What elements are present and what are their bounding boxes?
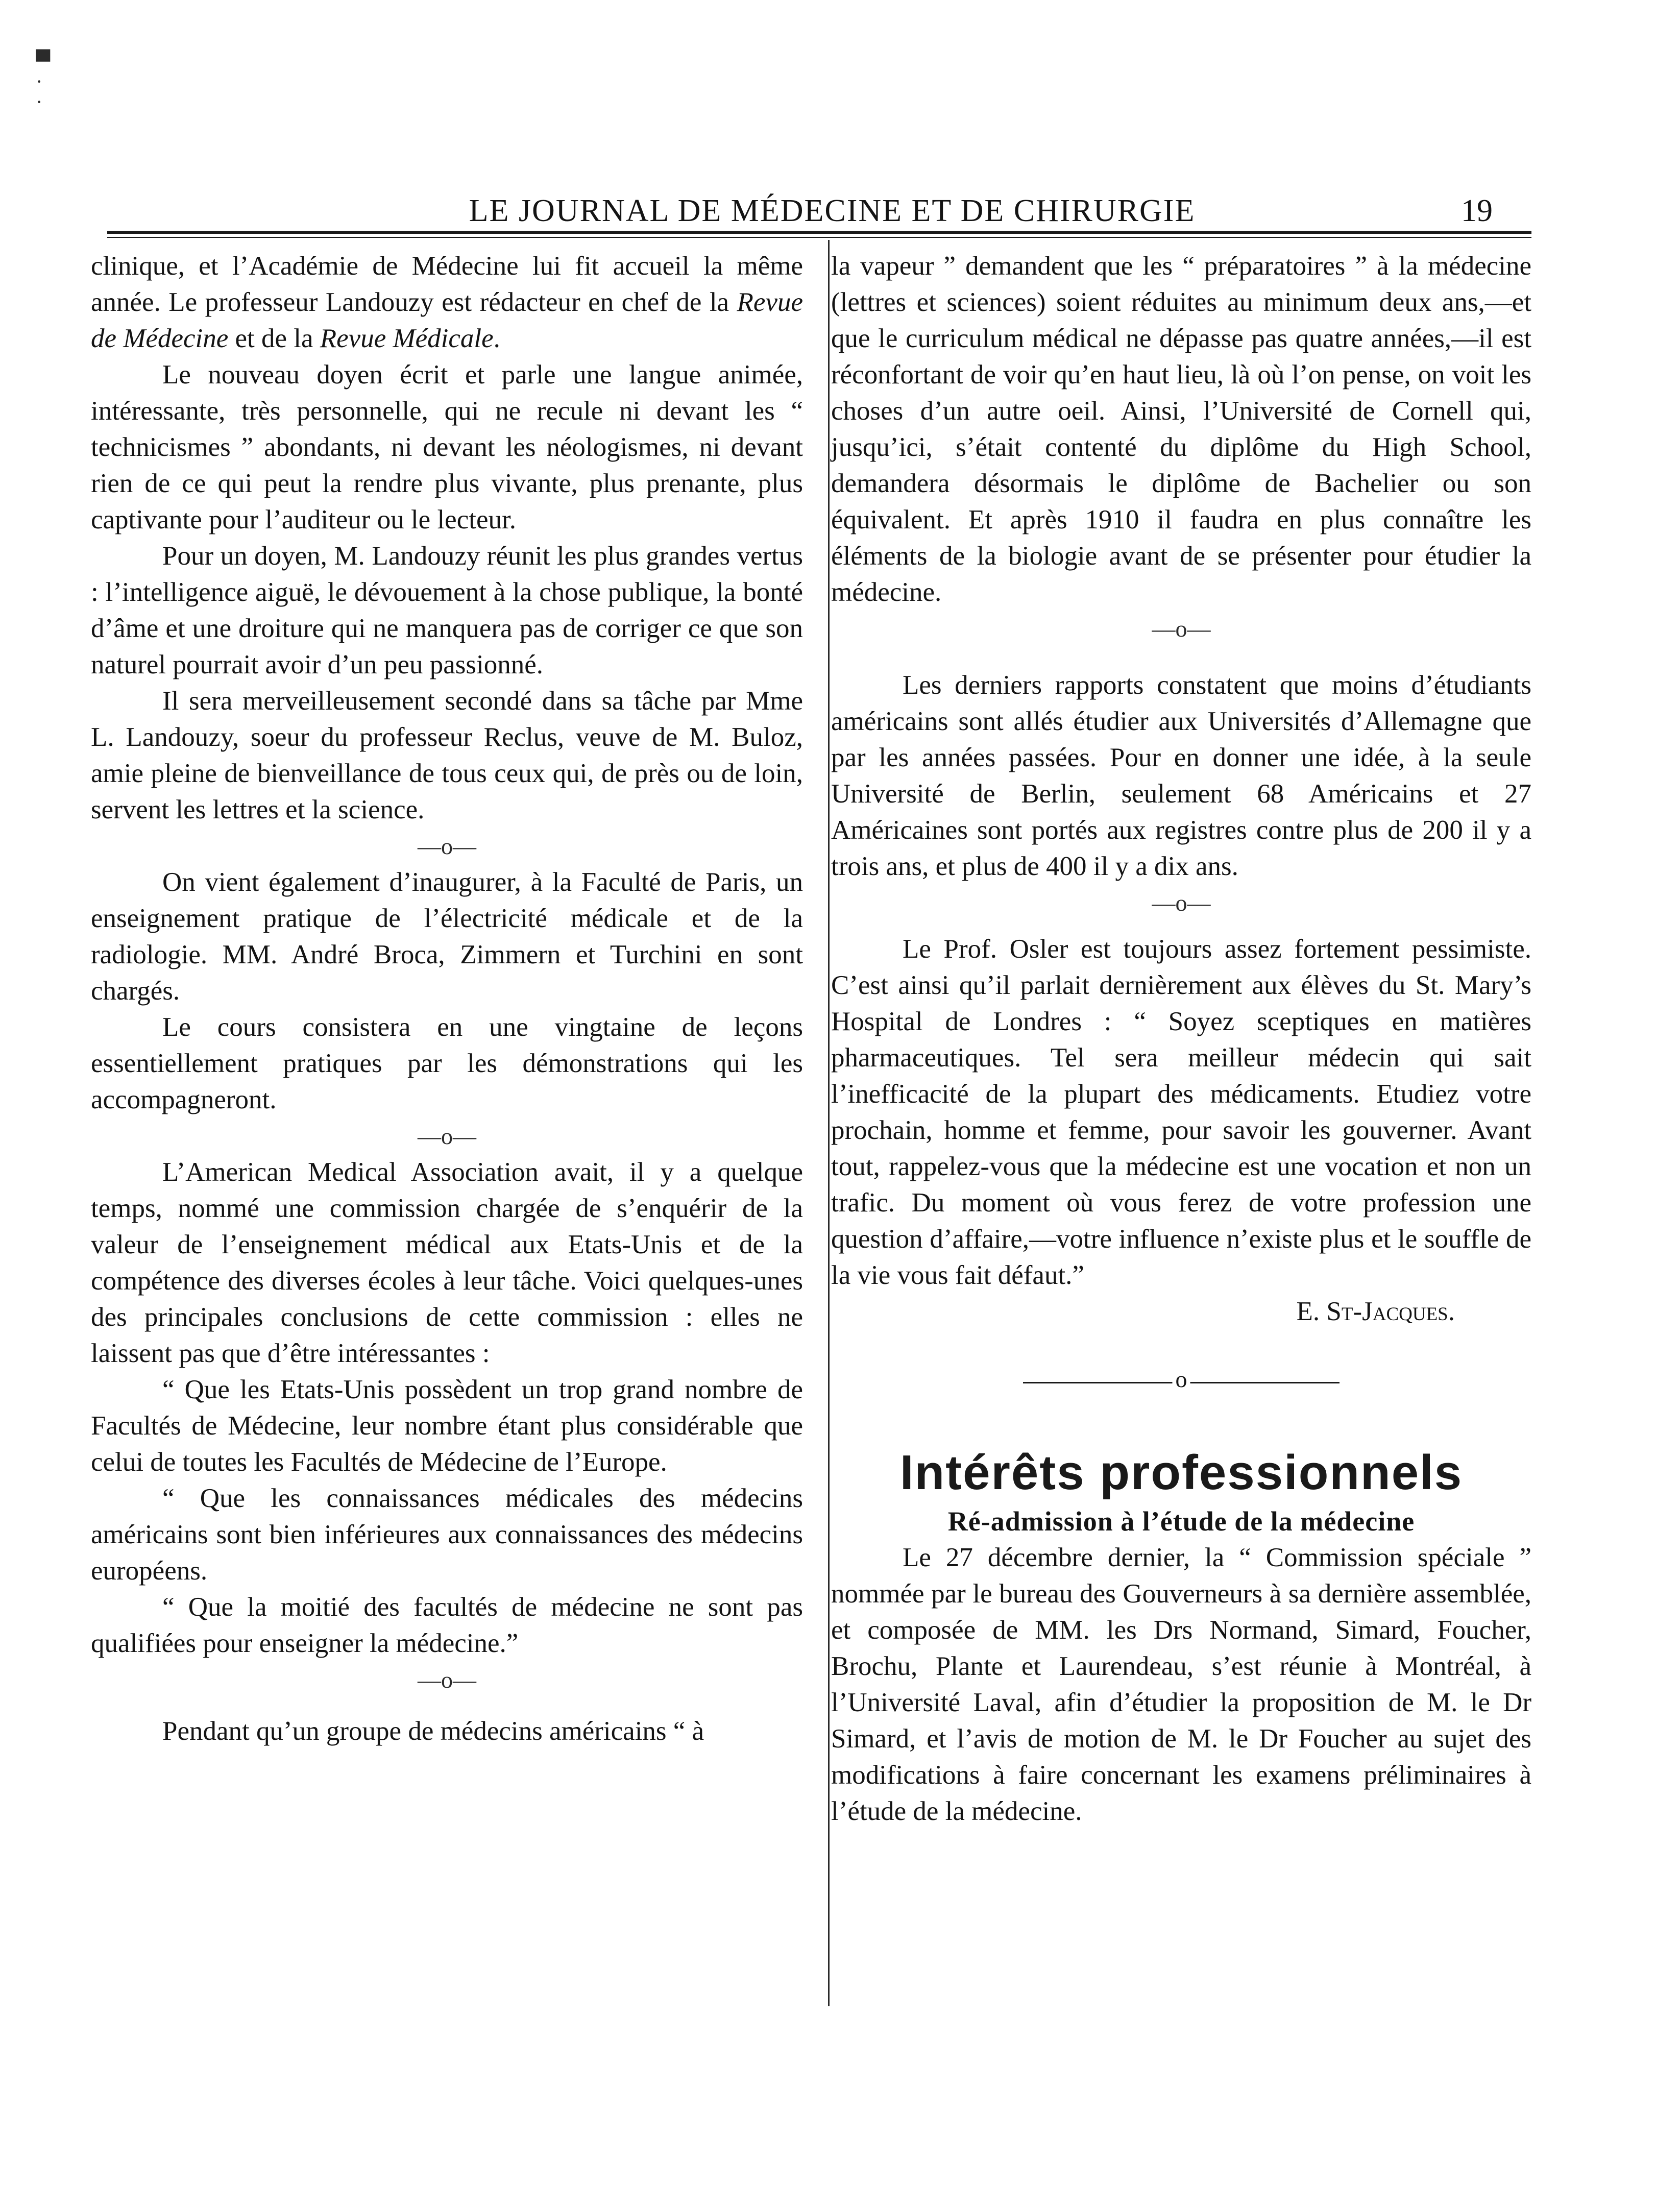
right-paragraph-2: Les derniers rapports constatent que moins d’étudiants américains sont allés étudier aux Universités d’Allemagne que par les années passées. Pour en donner une idée, à la seule Université de Berlin, seulement 68 Américains et 27 Américaines sont portés aux registres contre plus de 200 il y a trois ans, et plus de 400 il y a dix ans. bbox=[831, 670, 1531, 881]
right-paragraph-3: Le Prof. Osler est toujours assez fortement pessimiste. C’est ainsi qu’il parlait dernièrement aux élèves du St. Mary’s Hospital de Londres : “ Soyez sceptiques en matières pharmaceutiques. Tel sera meilleur médecin qui sait l’inefficacité de la plupart des médicaments. Etudiez votre prochain, homme et femme, pour savoir les gouverner. Avant tout, rappelez-vous que la médecine est une vocation et non un trafic. Du moment où vous ferez de votre profession une question d’affaire,—votre influence n’existe plus et le souffle de la vie vous fait défaut.” bbox=[831, 934, 1531, 1290]
left-p1-text: clinique, et l’Académie de Médecine lui fit accueil la même année. Le professeur Landouzy est rédacteur en chef de la Revue de Médecine et de la Revue Médicale. bbox=[91, 251, 803, 353]
left-paragraph-2: Le nouveau doyen écrit et parle une langue animée, intéressante, très personnelle, qui ne recule ni devant les “ technicismes ” abondants, ni devant les néologismes, ni devant rien de ce qui peut la rendre plus vivante, plus prenante, plus captivante pour l’auditeur ou le lecteur. bbox=[91, 360, 803, 534]
section-divider-rule bbox=[1023, 1366, 1340, 1393]
right-column bbox=[831, 248, 1531, 1830]
right-paragraph-4: Le 27 décembre dernier, la “ Commission spéciale ” nommée par le bureau des Gouverneurs à sa dernière assemblée, et composée de MM. les Drs Normand, Simard, Foucher, Brochu, Plante et Laurendeau, s’est réunie à Montréal, à l’Université Laval, afin d’étudier la proposition de M. le Dr Simard, et l’avis de motion de M. le Dr Foucher au sujet des modifications à faire concernant les examens préliminaires à l’étude de la médecine. bbox=[831, 1543, 1531, 1826]
header-rule-thin bbox=[107, 237, 1531, 238]
left-paragraph-9: “ Que les connaissances médicales des médecins américains sont bien inférieures aux connaissances des médecins européens. bbox=[91, 1484, 803, 1586]
left-paragraph-6: Le cours consistera en une vingtaine de leçons essentiellement pratiques par les démonstrations qui les accompagneront. bbox=[91, 1012, 803, 1114]
left-paragraph-7: L’American Medical Association avait, il y a quelque temps, nommé une commission chargée de s’enquérir de la valeur de l’enseignement médical aux Etats-Unis et de la compétence des diverses écoles à leur tâche. Voici quelques-unes des principales conclusions de cette commission : elles ne laissent pas que d’être intéressantes : bbox=[91, 1157, 803, 1368]
header-rule-thick bbox=[107, 231, 1531, 234]
left-paragraph-5: On vient également d’inaugurer, à la Faculté de Paris, un enseignement pratique de l’électricité médicale et de la radiologie. MM. André Broca, Zimmern et Turchini en sont chargés. bbox=[91, 867, 803, 1006]
separator: —o— bbox=[418, 833, 476, 859]
right-paragraph-1: la vapeur ” demandent que les “ préparatoires ” à la médecine (lettres et sciences) soient réduites au minimum deux ans,—et que le curriculum médical ne dépasse pas quatre années,—il est réconfortant de voir qu’en haut lieu, là où l’on pense, on voit les choses d’un autre oeil. Ainsi, l’Université de Cornell qui, jusqu’ici, s’était contenté du diplôme du High School, demandera désormais le diplôme de Bachelier ou son équivalent. Et après 1910 il faudra en plus connaître les éléments de la biologie avant de se présenter pour étudier la médecine. bbox=[831, 251, 1531, 607]
separator: —o— bbox=[1152, 616, 1211, 642]
running-head: LE JOURNAL DE MÉDECINE ET DE CHIRURGIE bbox=[469, 193, 1196, 228]
left-paragraph-1 bbox=[91, 248, 803, 357]
section-title: Intérêts professionnels bbox=[899, 1445, 1463, 1500]
left-paragraph-11: Pendant qu’un groupe de médecins américains “ à bbox=[162, 1716, 704, 1746]
author-signature: E. St-Jacques. bbox=[1296, 1297, 1455, 1326]
column-divider bbox=[828, 240, 830, 2006]
left-column bbox=[91, 248, 803, 1749]
journal-title: Revue de Médecine bbox=[91, 287, 803, 353]
scan-specks: ▀ · · bbox=[36, 50, 51, 113]
left-paragraph-8: “ Que les Etats-Unis possèdent un trop grand nombre de Facultés de Médecine, leur nombre étant plus considérable que celui de toutes les Facultés de Médecine de l’Europe. bbox=[91, 1375, 803, 1477]
journal-title: Revue Médicale bbox=[320, 324, 494, 353]
left-paragraph-4: Il sera merveilleusement secondé dans sa tâche par Mme L. Landouzy, soeur du professeur Reclus, veuve de M. Buloz, amie pleine de bienveillance de tous ceux qui, de près ou de loin, servent les lettres et la science. bbox=[91, 686, 803, 824]
left-paragraph-10: “ Que la moitié des facultés de médecine ne sont pas qualifiées pour enseigner la médecine.” bbox=[91, 1592, 803, 1658]
section-subtitle: Ré-admission à l’étude de la médecine bbox=[947, 1506, 1415, 1537]
page-number: 19 bbox=[1461, 193, 1493, 228]
divider-mark: o bbox=[1173, 1367, 1190, 1392]
left-paragraph-3: Pour un doyen, M. Landouzy réunit les plus grandes vertus : l’intelligence aiguë, le dévouement à la chose publique, la bonté d’âme et une droiture qui ne manquera pas de corriger ce que son naturel pourrait avoir d’un peu passionné. bbox=[91, 541, 803, 679]
separator: —o— bbox=[418, 1123, 476, 1149]
separator: —o— bbox=[418, 1667, 476, 1693]
separator: —o— bbox=[1152, 890, 1211, 916]
